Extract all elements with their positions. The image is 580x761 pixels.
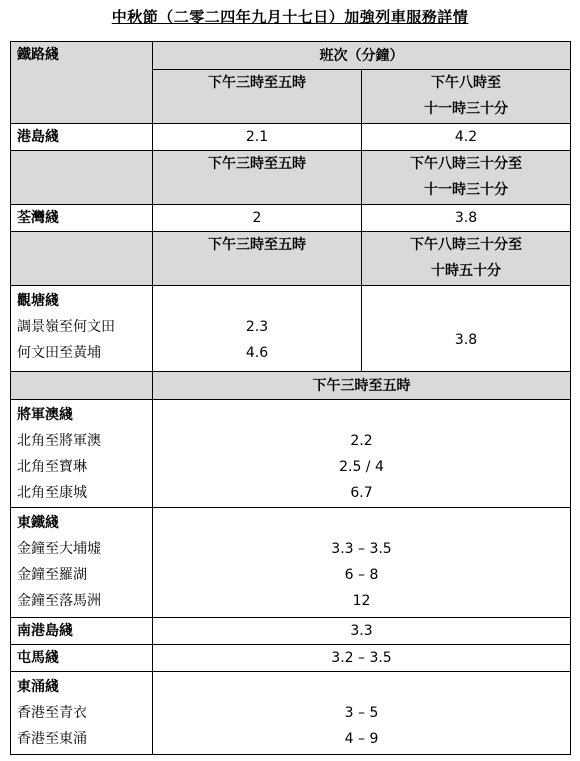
frequency-value: 3 – 5 [344,705,379,721]
frequency-value: 12 [352,593,371,609]
frequency-value: 3.2 – 3.5 [153,645,571,672]
frequency-value: 3.3 [153,618,571,645]
frequency-value: 6 – 8 [344,567,379,583]
frequency-value: 3.8 [362,286,571,372]
frequency-value: 4.6 [245,345,269,361]
header-line: 鐵路綫 [11,42,153,124]
line-name: 荃灣綫 [11,205,153,232]
frequency-value: 2 [153,205,362,232]
segment-label: 金鐘至羅湖 [17,567,87,583]
frequency-value: 6.7 [350,485,373,501]
line-name: 港島綫 [11,124,153,151]
line-block [11,508,153,618]
service-table [10,41,571,755]
line-block [11,400,153,508]
sub-header-period-1: 下午三時至五時 [153,232,362,286]
segment-label: 香港至東涌 [17,731,87,747]
shade-cell [11,151,153,205]
frequency-value: 3.8 [362,205,571,232]
shade-cell [11,232,153,286]
segment-label: 北角至寶琳 [17,459,87,475]
line-name: 東涌綫 [17,679,59,695]
frequency-values [153,508,571,618]
sub-header-period-2: 下午八時三十分至 十時五十分 [362,232,571,286]
frequency-value: 2.2 [350,433,373,449]
line-name: 屯馬綫 [11,645,153,672]
frequency-value: 2.5 / 4 [339,459,384,475]
line-name: 東鐵綫 [17,515,59,531]
segment-label: 香港至青衣 [17,705,87,721]
page-title: 中秋節（二零二四年九月十七日）加強列車服務詳情 [111,8,469,26]
line-name: 觀塘綫 [17,293,59,309]
frequency-value: 2.1 [153,124,362,151]
frequency-values [153,400,571,508]
segment-label: 調景嶺至何文田 [17,319,115,335]
sub-header-period-2: 下午八時三十分至 十一時三十分 [362,151,571,205]
sub-header-period-1: 下午三時至五時 [153,151,362,205]
line-name: 南港島綫 [11,618,153,645]
frequency-value: 3.3 – 3.5 [331,541,392,557]
frequency-values [153,672,571,755]
segment-label: 北角至將軍澳 [17,433,101,449]
frequency-value: 2.3 [245,319,269,335]
segment-label: 北角至康城 [17,485,87,501]
frequency-value: 4.2 [362,124,571,151]
frequency-value: 4 – 9 [344,731,379,747]
header-period-2: 下午八時至 十一時三十分 [362,70,571,124]
frequency-values [153,286,362,372]
shade-cell [11,372,153,400]
sub-header-period: 下午三時至五時 [153,372,571,400]
line-block [11,286,153,372]
segment-label: 金鐘至落馬洲 [17,593,101,609]
line-block [11,672,153,755]
header-period-1: 下午三時至五時 [153,70,362,124]
segment-label: 何文田至黃埔 [17,345,101,361]
header-frequency: 班次（分鐘） [153,42,571,70]
line-name: 將軍澳綫 [17,407,73,423]
segment-label: 金鐘至大埔墟 [17,541,101,557]
